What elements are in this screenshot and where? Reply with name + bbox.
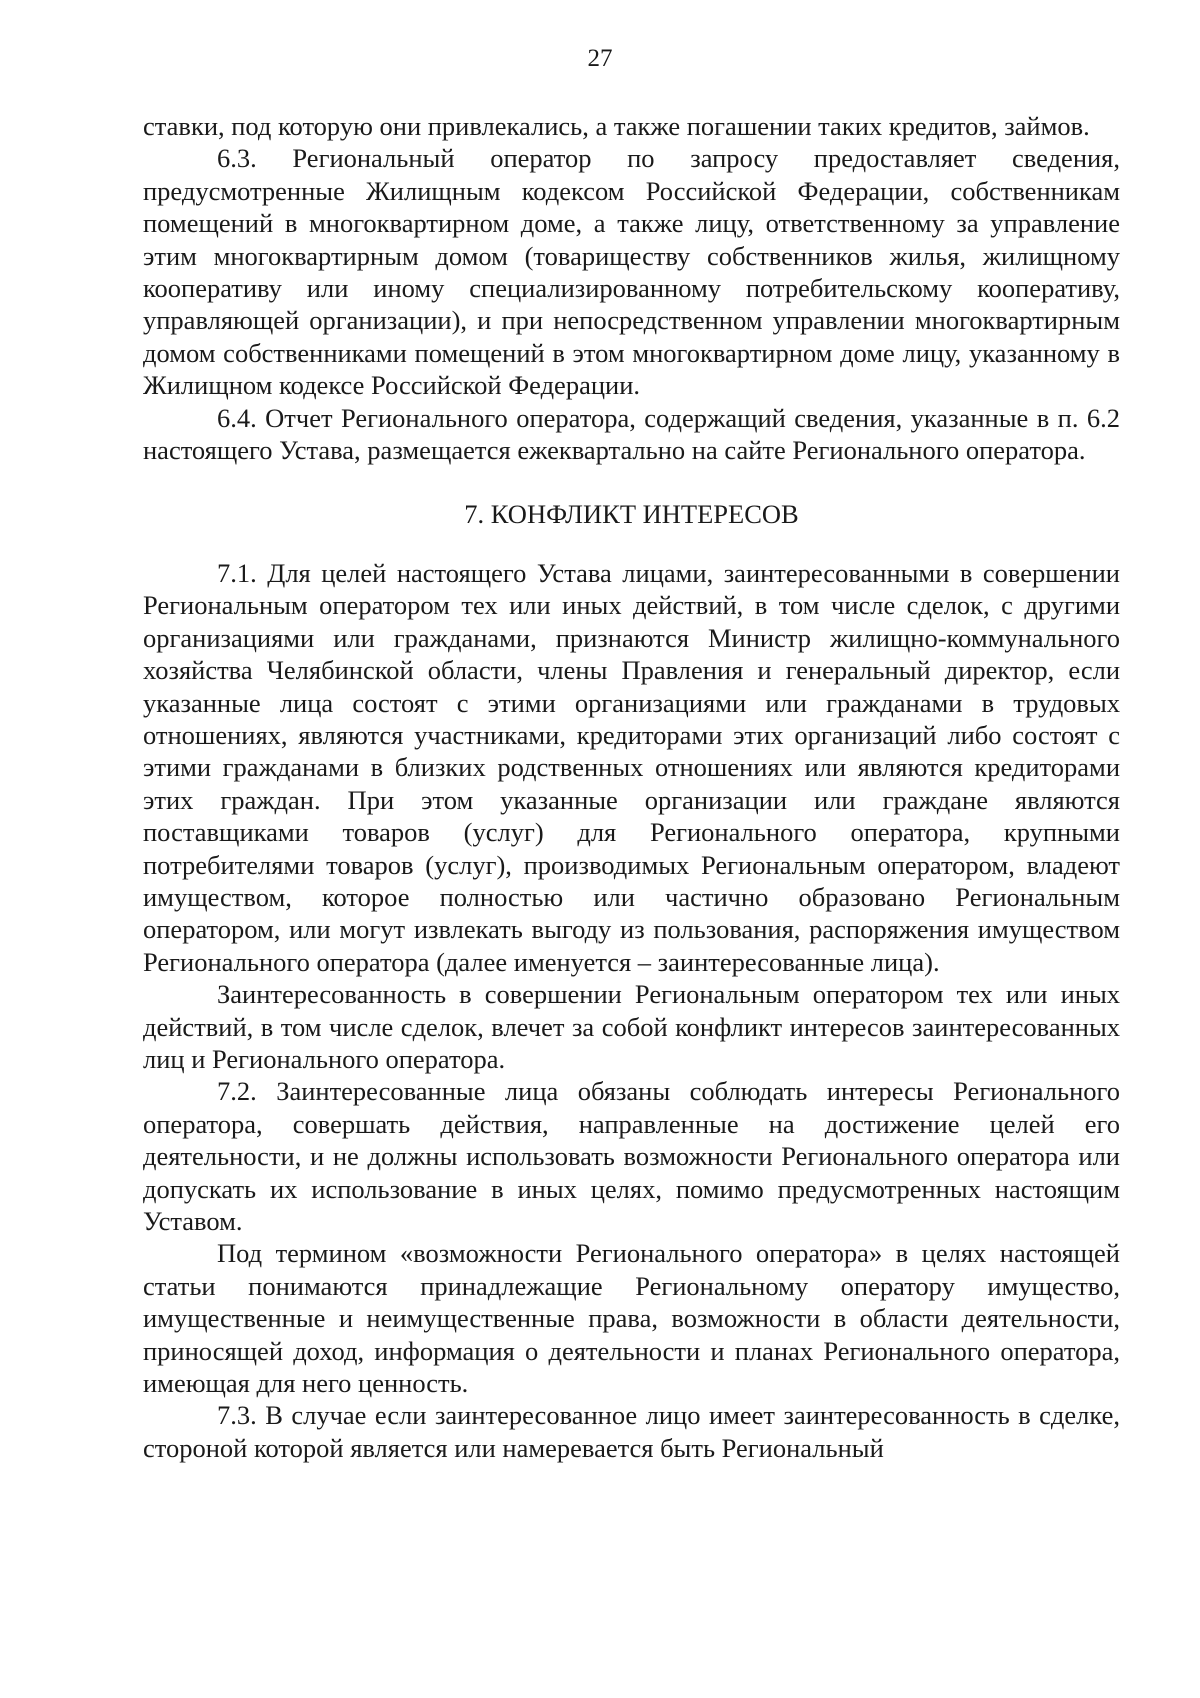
paragraph-7-2-term: Под термином «возможности Регионального оператора» в целях настоящей статьи понимаются принадлежащие Региональному оператору имущество, имущественные и неимущественные права, возможности в области деятельности, приносящей доход, информация о деятельности и планах Регионального оператора, имеющая для него ценность. bbox=[143, 1238, 1120, 1399]
paragraph-7-1-conflict: Заинтересованность в совершении Региональным оператором тех или иных действий, в том числе сделок, влечет за собой конфликт интересов заинтересованных лиц и Регионального оператора. bbox=[143, 979, 1120, 1074]
paragraph-7-1: 7.1. Для целей настоящего Устава лицами, заинтересованными в совершении Региональным оператором тех или иных действий, в том числе сделок, с другими организациями или гражданами, признаются Министр жилищно-коммунального хозяйства Челябинской области, члены Правления и генеральный директор, если указанные лица состоят с этими организациями или гражданами в трудовых отношениях, являются участниками, кредиторами этих организаций либо состоят с этими гражданами в близких родственных отношениях или являются кредиторами этих граждан. При этом указанные организации или граждане являются поставщиками товаров (услуг) для Регионального оператора, крупными потребителями товаров (услуг), производимых Региональным оператором, владеют имуществом, которое полностью или частично образовано Региональным оператором, или могут извлекать выгоду из пользования, распоряжения имуществом Регионального оператора (далее именуется – заинтересованные лица). bbox=[143, 557, 1120, 977]
paragraph-7-2: 7.2. Заинтересованные лица обязаны соблюдать интересы Регионального оператора, совершать действия, направленные на достижение целей его деятельности, и не должны использовать возможности Регионального оператора или допускать их использование в иных целях, помимо предусмотренных настоящим Уставом. bbox=[143, 1076, 1120, 1236]
paragraph-continuation: ставки, под которую они привлекались, а также погашении таких кредитов, займов. bbox=[143, 111, 1090, 141]
section-heading: 7. КОНФЛИКТ ИНТЕРЕСОВ bbox=[464, 499, 799, 530]
paragraph-6-3: 6.3. Региональный оператор по запросу предоставляет сведения, предусмотренные Жилищным кодексом Российской Федерации, собственникам помещений в многоквартирном доме, а также лицу, ответственному за управление этим многоквартирным домом (товариществу собственников жилья, жилищному кооперативу или иному специализированному потребительскому кооперативу, управляющей организации), и при непосредственном управлении многоквартирным домом собственниками помещений в этом многоквартирном доме лицу, указанному в Жилищном кодексе Российской Федерации. bbox=[143, 143, 1120, 401]
document-body bbox=[143, 110, 1120, 1464]
paragraph-7-3: 7.3. В случае если заинтересованное лицо имеет заинтересованность в сделке, стороной которой является или намеревается быть Региональный bbox=[143, 1400, 1120, 1463]
paragraph-6-4: 6.4. Отчет Регионального оператора, содержащий сведения, указанные в п. 6.2 настоящего Устава, размещается ежеквартально на сайте Регионального оператора. bbox=[143, 402, 1120, 466]
page-number: 27 bbox=[587, 45, 613, 72]
